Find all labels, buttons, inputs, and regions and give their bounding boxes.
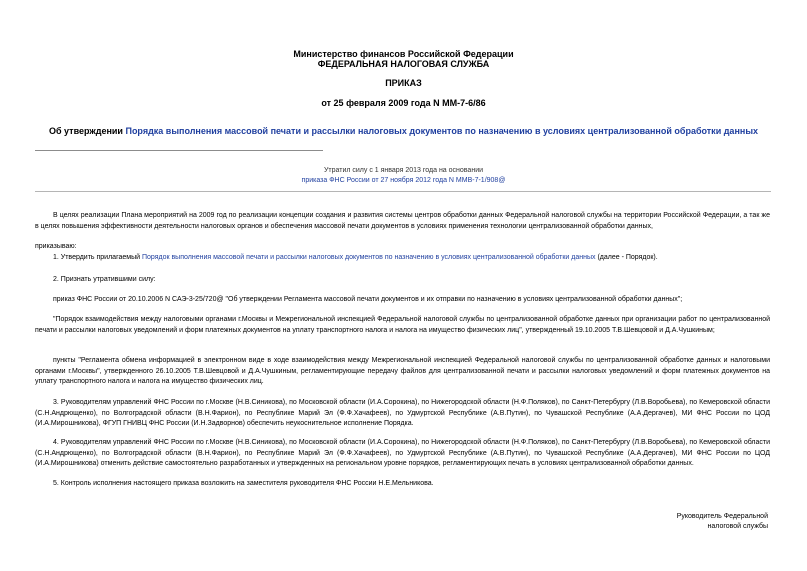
order-word: приказываю: <box>35 243 77 250</box>
document-type: ПРИКАЗ <box>385 78 422 88</box>
intro-paragraph: В целях реализации Плана мероприятий на 2009 год по реализации концепции создания и развития системы центров обработки данных Федеральной налоговой службы на территории Российской Федерации, а так же в целях повышения эффективности деятельности налоговых органов и обеспечения массовой печати документов в условиях применения технологии централизованной обработки данных, <box>35 212 770 230</box>
item-4: 4. Руководителям управлений ФНС России по г.Москве (Н.В.Синикова), по Московской области (И.А.Сорокина), по Нижегородской области (Н.Ф.Поляков), по Санкт-Петербургу (Л.В.Воробьева), по Кемеровской области (С.Н.Андрющенко), по Волгоградской области (В.Н.Фарион), по Республике Марий Эл (Ф.Ф.Хачафеев), по Удмуртской Республике (А.В.Путин), по Чувашской Республике (А.А.Дергачев), МИ ФНС России по ЦОД (И.А.Мирошникова) отменить действие самостоятельно разработанных и утвержденных на региональном уровне порядков, регламентирующих печать в условиях централизованной обработки данных. <box>35 439 770 467</box>
document-title <box>0 126 807 137</box>
signature-title: Руководитель Федеральной <box>676 513 768 520</box>
item-2-a: приказ ФНС России от 20.10.2006 N САЭ-3-25/720@ "Об утверждении Регламента массовой печати документов и их отправки по назначению в условиях централизованной обработки данных"; <box>53 296 683 303</box>
title-procedure-link[interactable]: Порядка выполнения массовой печати и рассылки налоговых документов по назначению в условиях централизованной обработки данных <box>125 126 759 136</box>
item-1 <box>35 253 770 264</box>
ministry-name: Министерство финансов Российской Федерации <box>293 49 514 59</box>
item-2-b: "Порядок взаимодействия между налоговыми органами г.Москвы и Межрегиональной инспекцией Федеральной налоговой службы по централизованной обработке данных при организации работ по централизованной печати и рассылки налоговых уведомлений и форм платежных документов на уплату транспортного налога и налога на имущество физических лиц", утвержденный 19.10.2005 Т.В.Шевцовой и Д.А.Чушкиным; <box>35 316 770 334</box>
signature-org: налоговой службы <box>707 523 768 530</box>
item-2-c: пункты "Регламента обмена информацией в электронном виде в ходе взаимодействия между Межрегиональной инспекцией Федеральной налоговой службы по централизованной обработке данных и налоговыми органами г.Москвы", утвержденного 26.10.2005 Т.В.Шевцовой и Д.А.Чушкиным, регламентирующие передачу файлов для централизованной печати и рассылки налоговых уведомлений и форм платежных документов на уплату транспортного налога и налога на имущество физических лиц. <box>35 357 770 385</box>
status-note-text: Утратил силу с 1 января 2013 года на основании <box>323 167 484 174</box>
repeal-order-link[interactable]: приказа ФНС России от 27 ноября 2012 года N ММВ-7-1/908@ <box>301 177 506 184</box>
procedure-link[interactable]: Порядок выполнения массовой печати и рассылки налоговых документов по назначению в условиях централизованной обработки данных <box>141 254 596 261</box>
status-note-link-line <box>0 176 807 185</box>
divider-long <box>35 191 771 192</box>
item-1-prefix: 1. Утвердить прилагаемый <box>53 254 142 261</box>
document-date-number: от 25 февраля 2009 года N ММ-7-6/86 <box>321 98 486 108</box>
item-1-suffix: (далее - Порядок). <box>595 254 658 261</box>
item-5: 5. Контроль исполнения настоящего приказа возложить на заместителя руководителя ФНС России Н.Е.Мельникова. <box>53 480 434 487</box>
title-prefix: Об утверждении <box>48 126 126 136</box>
item-3: 3. Руководителям управлений ФНС России по г.Москве (Н.В.Синикова), по Московской области (И.А.Сорокина), по Нижегородской области (Н.Ф.Поляков), по Санкт-Петербургу (Л.В.Воробьева), по Кемеровской области (С.Н.Андрющенко), по Волгоградской области (В.Н.Фарион), по Республике Марий Эл (Ф.Ф.Хачафеев), по Удмуртской Республике (А.В.Путин), по Чувашской Республике (А.А.Дергачев), МИ ФНС России по ЦОД (И.А.Мирошникова), ФГУП ГНИВЦ ФНС России (И.Н.Задворнов) обеспечить неукоснительное исполнение Порядка. <box>35 399 770 427</box>
service-name: ФЕДЕРАЛЬНАЯ НАЛОГОВАЯ СЛУЖБА <box>317 59 490 69</box>
item-2: 2. Признать утратившими силу: <box>53 276 156 283</box>
divider-short <box>35 150 323 151</box>
